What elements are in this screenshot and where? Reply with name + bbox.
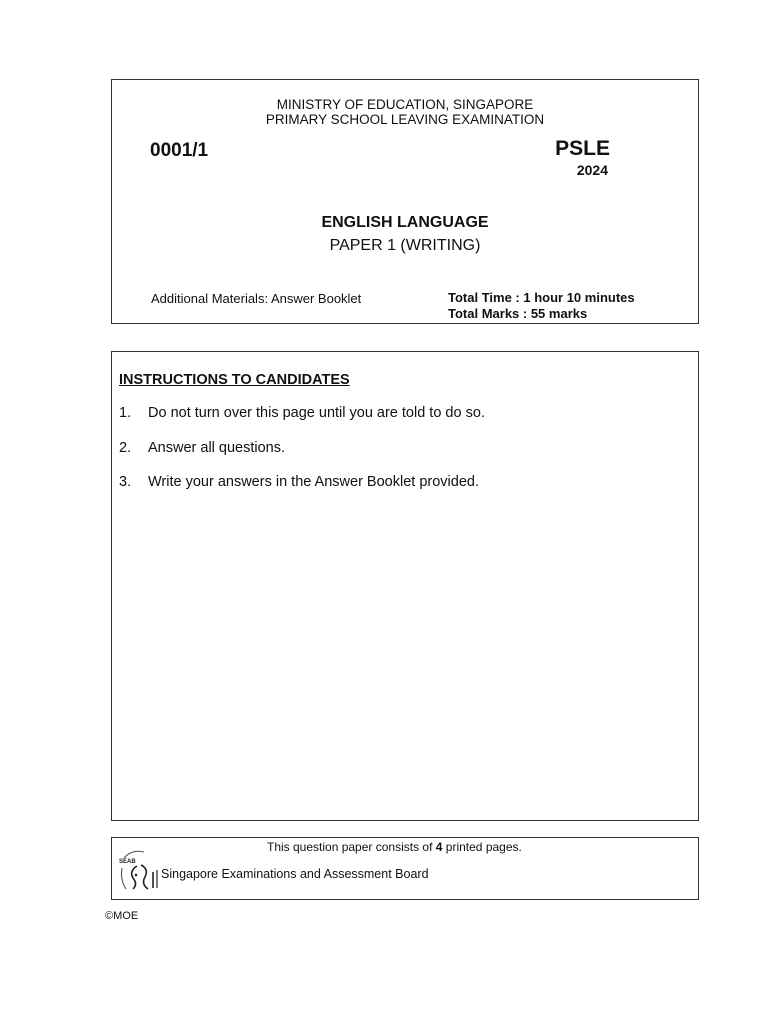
instructions-heading: INSTRUCTIONS TO CANDIDATES: [119, 372, 350, 388]
total-marks: Total Marks : 55 marks: [448, 306, 588, 321]
instruction-number: 2.: [119, 440, 132, 456]
exam-short-name: PSLE: [555, 137, 610, 160]
page-count-number: 4: [435, 840, 443, 854]
copyright-notice: ©MOE: [105, 910, 139, 922]
instruction-text: Do not turn over this page until you are told to do so.: [148, 405, 485, 421]
exam-board-name: Singapore Examinations and Assessment Board: [161, 867, 429, 881]
ministry-name: MINISTRY OF EDUCATION, SINGAPORE: [276, 97, 534, 112]
exam-year: 2024: [576, 162, 608, 178]
seab-logo-icon: [116, 846, 162, 894]
cover-header-box: [111, 79, 699, 324]
instruction-number: 3.: [119, 474, 132, 490]
seab-logo-text: SEAB: [119, 859, 136, 865]
instruction-number: 1.: [119, 405, 132, 421]
page-count-suffix: printed pages.: [442, 840, 522, 854]
page-count-note: [267, 840, 522, 854]
page-count-prefix: This question paper consists of: [267, 840, 436, 854]
total-time: Total Time : 1 hour 10 minutes: [448, 290, 635, 305]
paper-code: 0001/1: [150, 140, 209, 161]
instruction-item: [119, 474, 479, 490]
subject-title: ENGLISH LANGUAGE: [321, 214, 489, 231]
footer-box: [111, 837, 699, 900]
instructions-box: [111, 351, 699, 821]
exam-name: PRIMARY SCHOOL LEAVING EXAMINATION: [265, 112, 545, 127]
instruction-text: Write your answers in the Answer Booklet provided.: [148, 474, 479, 490]
paper-title: PAPER 1 (WRITING): [329, 237, 481, 254]
instruction-item: [119, 440, 285, 456]
additional-materials: Additional Materials: Answer Booklet: [151, 291, 362, 306]
instruction-text: Answer all questions.: [148, 440, 286, 456]
instruction-item: [119, 405, 485, 421]
